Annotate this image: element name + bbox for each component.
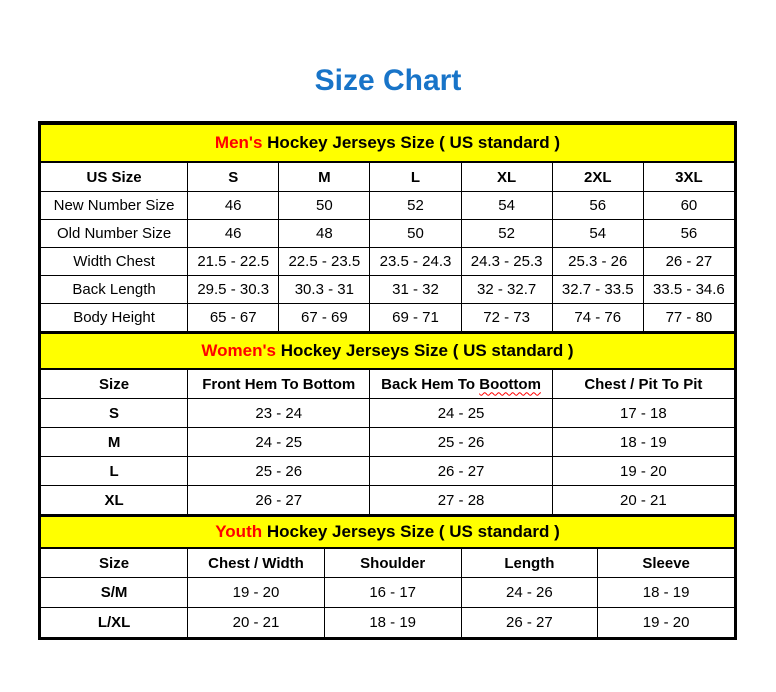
back-hem-prefix: Back Hem To: [381, 375, 476, 393]
mens-column-header-row: [41, 162, 735, 192]
womens-col-header: Size: [41, 369, 188, 399]
mens-col-header: 2XL: [552, 162, 643, 192]
mens-section-header: [41, 124, 735, 162]
mens-section-title: [41, 124, 735, 162]
mens-value-cell: 74 - 76: [552, 304, 643, 332]
youth-col-header: Sleeve: [598, 548, 735, 578]
womens-value-cell: 24 - 25: [188, 428, 370, 457]
youth-section-rest: Hockey Jerseys Size ( US standard ): [266, 522, 560, 541]
mens-value-cell: 33.5 - 34.6: [643, 276, 734, 304]
mens-section-accent: Men's: [214, 133, 263, 152]
womens-row-label: S: [41, 399, 188, 428]
table-row: [41, 428, 735, 457]
mens-value-cell: 56: [552, 192, 643, 220]
womens-value-cell: 26 - 27: [188, 486, 370, 515]
table-row: [41, 192, 735, 220]
womens-section-title: [41, 333, 735, 369]
mens-value-cell: 67 - 69: [279, 304, 370, 332]
mens-col-header: L: [370, 162, 461, 192]
mens-value-cell: 48: [279, 220, 370, 248]
table-row: [41, 578, 735, 608]
mens-value-cell: 52: [370, 192, 461, 220]
mens-col-header: S: [188, 162, 279, 192]
mens-col-header: XL: [461, 162, 552, 192]
womens-section-accent: Women's: [201, 341, 276, 360]
mens-size-table: [40, 123, 735, 332]
table-row: [41, 304, 735, 332]
mens-value-cell: 46: [188, 192, 279, 220]
mens-value-cell: 65 - 67: [188, 304, 279, 332]
mens-value-cell: 46: [188, 220, 279, 248]
youth-value-cell: 26 - 27: [461, 608, 598, 638]
mens-value-cell: 72 - 73: [461, 304, 552, 332]
mens-value-cell: 52: [461, 220, 552, 248]
youth-value-cell: 18 - 19: [598, 578, 735, 608]
womens-row-label: XL: [41, 486, 188, 515]
mens-row-label: Body Height: [41, 304, 188, 332]
table-row: [41, 276, 735, 304]
womens-value-cell: 19 - 20: [552, 457, 734, 486]
mens-value-cell: 32.7 - 33.5: [552, 276, 643, 304]
youth-section-accent: Youth: [215, 522, 263, 541]
mens-value-cell: 24.3 - 25.3: [461, 248, 552, 276]
mens-value-cell: 56: [643, 220, 734, 248]
youth-section-header: [41, 516, 735, 548]
womens-size-table: [40, 332, 735, 515]
mens-row-label: Width Chest: [41, 248, 188, 276]
mens-value-cell: 54: [461, 192, 552, 220]
mens-row-label: Old Number Size: [41, 220, 188, 248]
mens-col-header: M: [279, 162, 370, 192]
mens-col-header: 3XL: [643, 162, 734, 192]
mens-value-cell: 29.5 - 30.3: [188, 276, 279, 304]
womens-value-cell: 25 - 26: [188, 457, 370, 486]
womens-col-header: Chest / Pit To Pit: [552, 369, 734, 399]
back-hem-misspelled-word: Boottom: [479, 375, 541, 393]
table-row: [41, 399, 735, 428]
youth-section-title: [41, 516, 735, 548]
womens-col-header-back-hem: [370, 369, 552, 399]
size-chart-tables: [38, 121, 737, 640]
page-title: Size Chart: [314, 64, 462, 97]
mens-value-cell: 30.3 - 31: [279, 276, 370, 304]
youth-value-cell: 16 - 17: [324, 578, 461, 608]
table-row: [41, 220, 735, 248]
youth-value-cell: 18 - 19: [324, 608, 461, 638]
mens-value-cell: 25.3 - 26: [552, 248, 643, 276]
womens-value-cell: 18 - 19: [552, 428, 734, 457]
youth-value-cell: 24 - 26: [461, 578, 598, 608]
womens-column-header-row: [41, 369, 735, 399]
youth-column-header-row: [41, 548, 735, 578]
mens-value-cell: 54: [552, 220, 643, 248]
womens-section-rest: Hockey Jerseys Size ( US standard ): [280, 341, 574, 360]
mens-row-label: Back Length: [41, 276, 188, 304]
youth-value-cell: 20 - 21: [188, 608, 325, 638]
womens-value-cell: 25 - 26: [370, 428, 552, 457]
womens-row-label: M: [41, 428, 188, 457]
womens-value-cell: 27 - 28: [370, 486, 552, 515]
mens-value-cell: 31 - 32: [370, 276, 461, 304]
mens-row-label: New Number Size: [41, 192, 188, 220]
mens-value-cell: 32 - 32.7: [461, 276, 552, 304]
youth-col-header: Chest / Width: [188, 548, 325, 578]
mens-value-cell: 50: [370, 220, 461, 248]
womens-value-cell: 20 - 21: [552, 486, 734, 515]
mens-value-cell: 26 - 27: [643, 248, 734, 276]
youth-value-cell: 19 - 20: [598, 608, 735, 638]
table-row: [41, 248, 735, 276]
mens-section-rest: Hockey Jerseys Size ( US standard ): [267, 133, 561, 152]
youth-col-header: Length: [461, 548, 598, 578]
mens-value-cell: 23.5 - 24.3: [370, 248, 461, 276]
mens-value-cell: 77 - 80: [643, 304, 734, 332]
youth-row-label: S/M: [41, 578, 188, 608]
mens-value-cell: 22.5 - 23.5: [279, 248, 370, 276]
mens-col-header: US Size: [41, 162, 188, 192]
womens-value-cell: 23 - 24: [188, 399, 370, 428]
mens-value-cell: 21.5 - 22.5: [188, 248, 279, 276]
mens-value-cell: 50: [279, 192, 370, 220]
womens-col-header: Front Hem To Bottom: [188, 369, 370, 399]
youth-col-header: Size: [41, 548, 188, 578]
table-row: [41, 608, 735, 638]
mens-value-cell: 60: [643, 192, 734, 220]
youth-size-table: [40, 515, 735, 638]
womens-value-cell: 24 - 25: [370, 399, 552, 428]
womens-value-cell: 17 - 18: [552, 399, 734, 428]
youth-col-header: Shoulder: [324, 548, 461, 578]
table-row: [41, 486, 735, 515]
womens-value-cell: 26 - 27: [370, 457, 552, 486]
mens-value-cell: 69 - 71: [370, 304, 461, 332]
womens-section-header: [41, 333, 735, 369]
womens-row-label: L: [41, 457, 188, 486]
youth-value-cell: 19 - 20: [188, 578, 325, 608]
table-row: [41, 457, 735, 486]
youth-row-label: L/XL: [41, 608, 188, 638]
